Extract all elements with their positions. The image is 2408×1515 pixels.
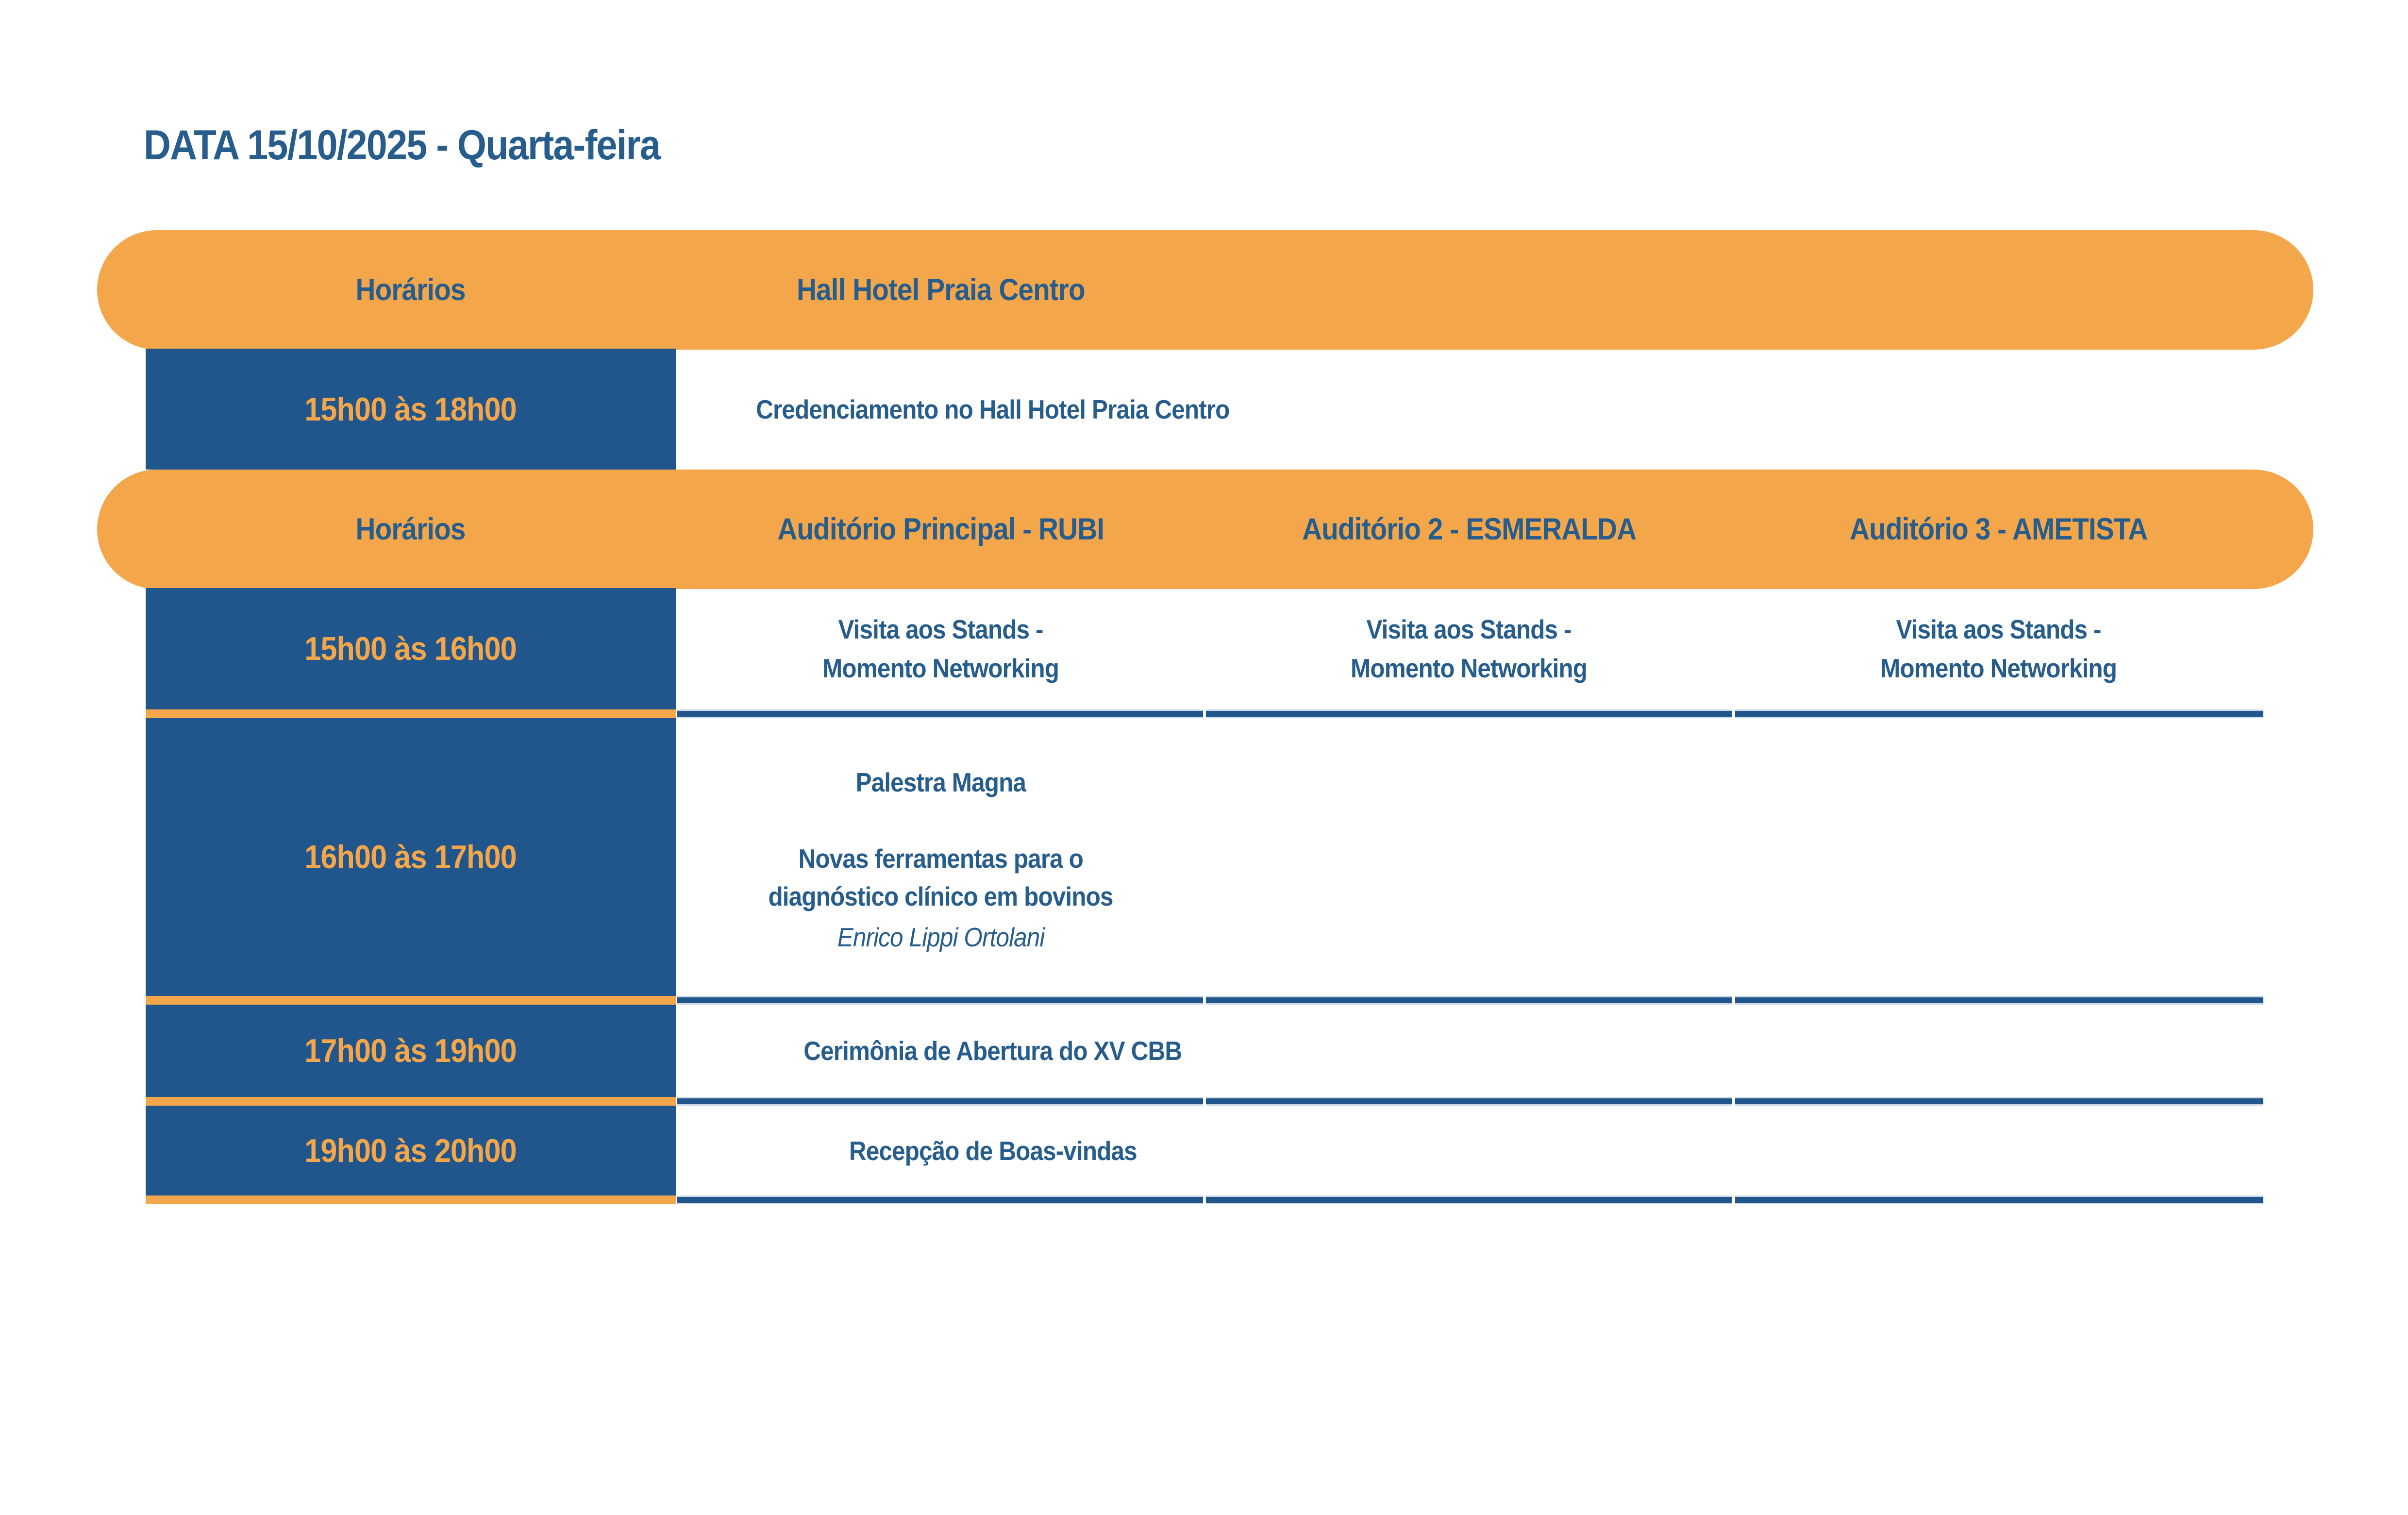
visita-3-line1: Visita aos Stands -	[1896, 614, 2101, 644]
divider-orange-3	[146, 1097, 676, 1106]
divider-blue-4c	[1735, 1195, 2263, 1204]
header-auditorium-3-text: Auditório 3 - AMETISTA	[1849, 512, 2148, 546]
header-bar-auditoriums	[97, 470, 2313, 589]
palestra-talk-line1: Novas ferramentas para o	[798, 843, 1084, 874]
header-hall-venue-label	[677, 230, 1204, 350]
visita-1-line1: Visita aos Stands -	[838, 614, 1044, 644]
time-cell-visita	[146, 588, 676, 709]
divider-blue-1b	[1206, 709, 1732, 718]
palestra-speaker: Enrico Lippi Ortolani	[837, 922, 1045, 952]
divider-blue-3a	[677, 1097, 1203, 1106]
header-auditorium-2-text: Auditório 2 - ESMERALDA	[1302, 512, 1637, 546]
header-hall-venue-text: Hall Hotel Praia Centro	[797, 273, 1085, 307]
visita-3-line2: Momento Networking	[1880, 653, 2117, 683]
header-hall-time-text: Horários	[356, 273, 466, 307]
header-auditorium-2-label	[1204, 470, 1734, 589]
time-recepcao-text: 19h00 às 20h00	[304, 1132, 517, 1169]
divider-blue-1c	[1735, 709, 2263, 718]
time-cell-palestra	[146, 718, 676, 996]
visita-2-line1: Visita aos Stands -	[1366, 614, 1572, 644]
palestra-heading: Palestra Magna	[855, 767, 1026, 797]
divider-blue-2a	[677, 996, 1203, 1005]
header-auditoriums-time-label	[146, 470, 676, 589]
time-palestra-text: 16h00 às 17h00	[304, 839, 517, 875]
divider-blue-1a	[677, 709, 1203, 718]
visita-2-line2: Momento Networking	[1351, 653, 1588, 683]
divider-blue-4b	[1206, 1195, 1732, 1204]
activity-cell-visita-2	[1204, 588, 1734, 709]
activity-cell-cerimonia	[677, 1005, 1308, 1097]
visita-1-line2: Momento Networking	[822, 653, 1059, 683]
divider-blue-3c	[1735, 1097, 2263, 1106]
header-bar-hall	[97, 230, 2313, 350]
activity-credenciamento-text: Credenciamento no Hall Hotel Praia Centro	[756, 394, 1230, 424]
divider-blue-3b	[1206, 1097, 1732, 1106]
time-cell-credenciamento	[146, 349, 676, 470]
time-cell-recepcao	[146, 1106, 676, 1195]
header-auditorium-3-label	[1734, 470, 2263, 589]
activity-cell-visita-3	[1734, 588, 2263, 709]
divider-orange-2	[146, 996, 676, 1005]
activity-cell-visita-1	[677, 588, 1204, 709]
header-auditorium-1-text: Auditório Principal - RUBI	[777, 512, 1104, 546]
activity-cell-credenciamento	[677, 349, 1308, 470]
header-hall-time-label	[146, 230, 676, 350]
activity-cell-recepcao	[677, 1106, 1308, 1195]
time-credenciamento-text: 15h00 às 18h00	[304, 390, 517, 428]
page-title	[144, 121, 717, 169]
header-auditoriums-time-text: Horários	[356, 512, 466, 546]
divider-blue-2c	[1735, 996, 2263, 1005]
time-cell-cerimonia	[146, 1005, 676, 1097]
page-title-text: DATA 15/10/2025 - Quarta-feira	[144, 122, 660, 168]
activity-recepcao-text: Recepção de Boas-vindas	[849, 1135, 1137, 1166]
time-visita-text: 15h00 às 16h00	[304, 630, 517, 667]
time-cerimonia-text: 17h00 às 19h00	[304, 1032, 517, 1069]
activity-cell-palestra	[677, 718, 1204, 996]
divider-orange-1	[146, 709, 676, 718]
palestra-talk-line2: diagnóstico clínico em bovinos	[768, 881, 1114, 911]
divider-blue-4a	[677, 1195, 1203, 1204]
header-auditorium-1-label	[677, 470, 1204, 589]
activity-cerimonia-text: Cerimônia de Abertura do XV CBB	[803, 1036, 1182, 1066]
divider-orange-4	[146, 1195, 676, 1204]
divider-blue-2b	[1206, 996, 1732, 1005]
